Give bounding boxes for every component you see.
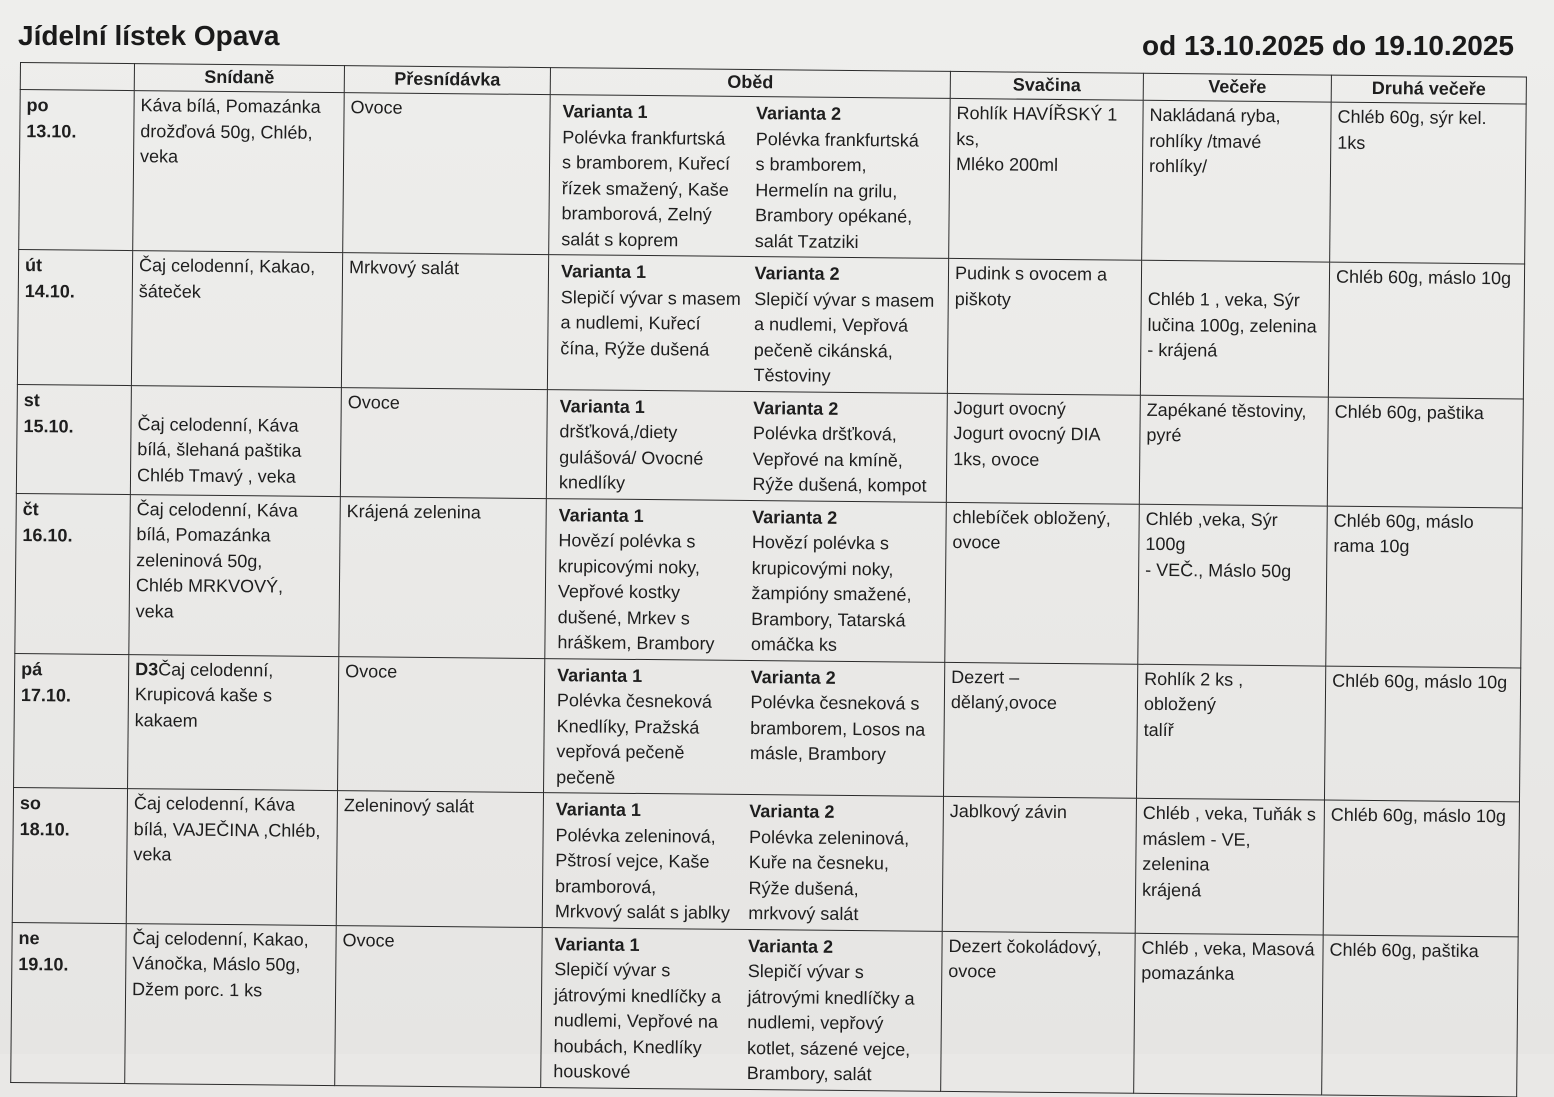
variant-2-text: Slepičí vývar s masem a nudlemi, Vepřová pečeně cikánská, Těstoviny: [753, 288, 935, 386]
dinner-cell: Chléb ,veka, Sýr 100g - VEČ., Máslo 50g: [1138, 504, 1328, 666]
date-range: od 13.10.2025 do 19.10.2025: [1141, 30, 1514, 61]
variant-2-title: Varianta 2: [753, 397, 839, 419]
variant-2-text: Slepičí vývar s játrovými knedlíčky a nudlemi, vepřový kotlet, sázené vejce, Brambory, salát: [746, 961, 915, 1085]
breakfast-cell: Čaj celodenní, Kakao, šáteček: [131, 251, 342, 388]
second-dinner-cell: Chléb 60g, máslo 10g: [1328, 262, 1524, 398]
day-date: 14.10.: [24, 281, 75, 302]
day-cell: [12, 787, 127, 923]
dinner-cell: Nakládaná ryba, rohlíky /tmavé rohlíky/: [1142, 100, 1332, 262]
snack-morning-cell: Zeleninový salát: [336, 791, 543, 927]
snack-afternoon-cell: Jogurt ovocný Jogurt ovocný DIA 1ks, ovoce: [946, 393, 1140, 504]
dinner-cell: Zapékané těstoviny, pyré: [1139, 395, 1328, 506]
breakfast-cell: Čaj celodenní, Káva bílá, VAJEČINA ,Chléb, veka: [126, 789, 337, 926]
variant-1-title: Varianta 1: [560, 261, 647, 283]
header-corner: [20, 63, 134, 91]
lunch-variant-1: [547, 930, 742, 1087]
day-cell: [19, 90, 135, 251]
lunch-variant-1: [553, 392, 747, 498]
day-name: po: [26, 95, 49, 116]
day-date: 17.10.: [20, 684, 72, 706]
variant-1-text: Polévka zeleninová, Pštrosí vejce, Kaše bramborová, Mrkvový salát s jablky: [554, 824, 731, 923]
lunch-cell: [546, 389, 947, 502]
day-date: 19.10.: [18, 953, 69, 975]
menu-table: [10, 62, 1527, 1097]
breakfast-cell: [130, 385, 341, 496]
table-row: [14, 653, 1521, 802]
second-dinner-cell: Chléb 60g, máslo rama 10g: [1326, 506, 1523, 668]
table-row: [11, 922, 1518, 1096]
day-name: út: [24, 255, 43, 276]
lunch-cell: [549, 95, 951, 259]
variant-2-title: Varianta 2: [752, 506, 838, 528]
snack-morning-cell: Krájená zelenina: [339, 496, 547, 658]
dinner-cell: Chléb , veka, Masová pomazánka: [1134, 933, 1324, 1095]
breakfast-cell: Čaj celodenní, Kakao, Vánočka, Máslo 50g, Džem porc. 1 ks: [125, 923, 337, 1085]
lunch-variant-2: [749, 99, 944, 256]
day-cell: [16, 384, 131, 494]
snack-morning-cell: Ovoce: [338, 656, 545, 792]
snack-afternoon-cell: Rohlík HAVÍŘSKÝ 1 ks, Mléko 200ml: [949, 98, 1144, 260]
lunch-cell: [542, 793, 943, 931]
dinner-text: Chléb 1 , veka, Sýr lučina 100g, zelenina - krájená: [1147, 288, 1317, 361]
variant-2-title: Varianta 2: [747, 935, 834, 957]
lunch-variant-2: [746, 393, 940, 499]
day-name: st: [23, 389, 40, 410]
variant-1-title: Varianta 1: [558, 504, 644, 526]
lunch-variant-2: [744, 662, 939, 793]
variant-2-text: Polévka dršťková, Vepřové na kmíně, Rýže dušená, kompot: [752, 423, 927, 496]
dinner-cell: Rohlík 2 ks , obložený talíř: [1136, 664, 1325, 800]
variant-1-text: Polévka česneková Knedlíky, Pražská vepřová pečeně pečeně: [556, 690, 713, 788]
variant-1-text: Polévka frankfurtská s bramborem, Kuřecí řízek smažený, Kaše bramborová, Zelný salát s koprem: [561, 126, 731, 250]
day-name: so: [19, 793, 41, 814]
variant-1-text: Hovězí polévka s krupicovými noky, Vepřové kostky dušené, Mrkev s hráškem, Brambory: [557, 530, 715, 654]
table-row: [15, 493, 1522, 667]
snack-afternoon-cell: Pudink s ovocem a piškoty: [947, 258, 1141, 394]
variant-2-text: Polévka frankfurtská s bramborem, Hermelín na grilu, Brambory opékané, salát Tzatziki: [754, 128, 919, 252]
lunch-variant-2: [742, 797, 937, 928]
day-cell: [17, 249, 132, 385]
table-row: [16, 384, 1523, 507]
lunch-cell: [547, 255, 948, 393]
table-row: [19, 90, 1526, 264]
lunch-variant-1: [551, 501, 746, 658]
variant-1-text: dršťková,/diety gulášová/ Ovocné knedlíky: [558, 421, 704, 493]
breakfast-cell: Čaj celodenní, Káva bílá, Pomazánka zeleninová 50g, Chléb MRKVOVÝ, veka: [129, 494, 341, 656]
variant-2-text: Hovězí polévka s krupicovými noky, žampióny smažené, Brambory, Tatarská omáčka ks: [750, 532, 912, 655]
day-cell: [11, 922, 127, 1083]
variant-2-title: Varianta 2: [754, 263, 840, 284]
variant-1-text: Slepičí vývar s masem a nudlemi, Kuřecí čína, Rýže dušená: [560, 286, 741, 360]
header-lunch: Oběd: [550, 68, 950, 99]
day-cell: [14, 653, 129, 789]
header-second-dinner: Druhá večeře: [1331, 75, 1526, 104]
dinner-cell: [1140, 260, 1329, 396]
variant-2-text: Polévka zeleninová, Kuře na česneku, Rýže dušená, mrkvový salát: [748, 826, 910, 925]
variant-2-title: Varianta 2: [749, 801, 835, 822]
lunch-cell: [541, 927, 943, 1091]
snack-afternoon-cell: Jablkový závin: [942, 796, 1136, 932]
snack-morning-cell: Ovoce: [340, 387, 547, 498]
table-row: [12, 787, 1519, 936]
lunch-variant-2: [747, 259, 942, 390]
breakfast-text: Čaj celodenní, Krupicová kaše s kakaem: [134, 658, 274, 731]
variant-2-text: Polévka česneková s bramborem, Losos na másle, Brambory: [749, 692, 926, 765]
header-breakfast: Snídaně: [134, 64, 344, 93]
second-dinner-cell: Chléb 60g, paštika: [1322, 935, 1519, 1097]
lunch-variant-1: [554, 257, 749, 388]
variant-2-title: Varianta 2: [750, 666, 836, 688]
dinner-cell: Chléb , veka, Tuňák s máslem - VE, zelenina krájená: [1135, 798, 1324, 934]
lunch-variant-1: [550, 661, 745, 792]
snack-afternoon-cell: Dezert – dělaný,ovoce: [943, 662, 1137, 798]
variant-1-text: Slepičí vývar s játrovými knedlíčky a nudlemi, Vepřové na houbách, Knedlíky houskové: [553, 959, 722, 1082]
lunch-variant-2: [745, 502, 940, 659]
day-date: 15.10.: [23, 415, 74, 437]
page-title: Jídelní lístek Opava: [18, 20, 280, 51]
lunch-cell: [544, 658, 945, 796]
variant-2-title: Varianta 2: [755, 103, 842, 124]
snack-morning-cell: Mrkvový salát: [341, 253, 548, 389]
lunch-cell: [545, 498, 947, 662]
snack-afternoon-cell: Dezert čokoládový, ovoce: [941, 931, 1136, 1093]
day-date: 18.10.: [19, 819, 70, 840]
lunch-variant-1: [549, 795, 744, 926]
diet-code: D3: [135, 658, 159, 679]
header-snack-afternoon: Svačina: [950, 71, 1143, 100]
second-dinner-cell: Chléb 60g, paštika: [1327, 397, 1523, 508]
header-snack-morning: Přesnídávka: [344, 66, 550, 95]
day-date: 16.10.: [22, 524, 73, 546]
day-name: ne: [18, 927, 40, 948]
snack-morning-cell: Ovoce: [343, 93, 551, 255]
snack-afternoon-cell: chlebíček obložený, ovoce: [945, 502, 1140, 664]
lunch-variant-1: [555, 97, 750, 254]
header-dinner: Večeře: [1143, 73, 1331, 102]
variant-1-title: Varianta 1: [554, 933, 640, 955]
breakfast-cell: Káva bílá, Pomazánka drožďová 50g, Chléb, veka: [133, 91, 345, 253]
day-name: čt: [22, 498, 39, 519]
day-cell: [15, 493, 131, 654]
variant-1-title: Varianta 1: [559, 395, 645, 417]
breakfast-text: Čaj celodenní, Káva bílá, šlehaná paštika Chléb Tmavý , veka: [136, 413, 302, 487]
second-dinner-cell: Chléb 60g, sýr kel. 1ks: [1330, 102, 1527, 264]
second-dinner-cell: Chléb 60g, máslo 10g: [1324, 666, 1520, 802]
table-row: [17, 249, 1524, 398]
snack-morning-cell: Ovoce: [335, 925, 543, 1087]
day-date: 13.10.: [26, 121, 77, 142]
variant-1-title: Varianta 1: [555, 799, 642, 820]
lunch-variant-2: [741, 931, 936, 1088]
second-dinner-cell: Chléb 60g, máslo 10g: [1323, 800, 1519, 936]
variant-1-title: Varianta 1: [557, 664, 643, 686]
breakfast-cell: [128, 654, 339, 791]
variant-1-title: Varianta 1: [562, 101, 648, 123]
day-name: pá: [21, 658, 43, 679]
